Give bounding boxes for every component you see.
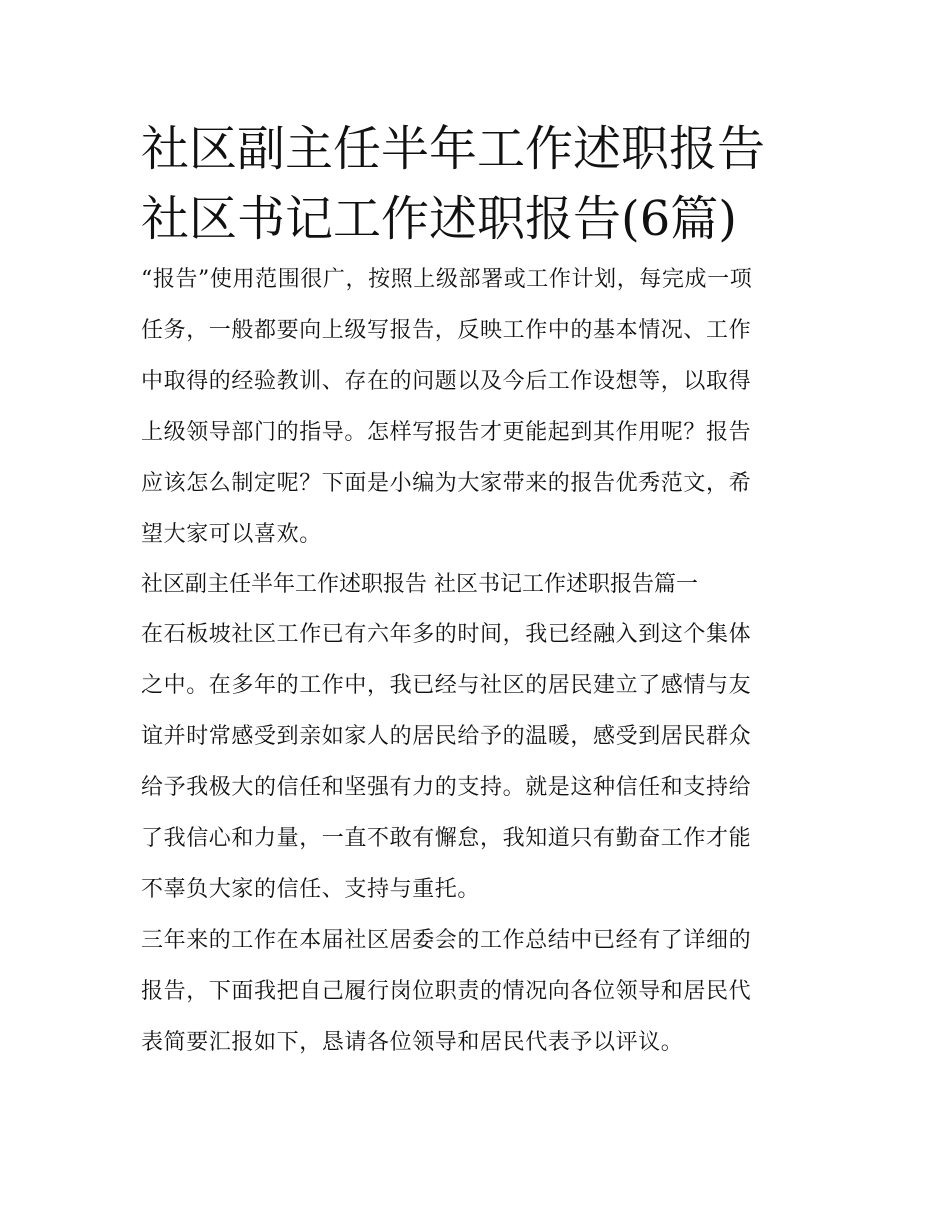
intro-line: “报告”使用范围很广，按照上级部署或工作计划，每完成一项 (141, 267, 753, 292)
title-line-2: 社区书记工作述职报告(6篇) (141, 191, 737, 247)
title-line-1: 社区副主任半年工作述职报告 (141, 121, 766, 177)
document-content (141, 114, 813, 1068)
paragraph-line: 谊并时常感受到亲如家人的居民给予的温暖，感受到居民群众 (141, 724, 752, 749)
paragraph-line: 不辜负大家的信任、支持与重托。 (141, 877, 481, 902)
intro-paragraph (141, 254, 813, 560)
paragraph-line: 报告，下面我把自己履行岗位职责的情况向各位领导和居民代 (141, 979, 752, 1004)
paragraph-line: 之中。在多年的工作中，我已经与社区的居民建立了感情与友 (141, 673, 752, 698)
body-paragraph-2 (141, 915, 813, 1068)
paragraph-line: 在石板坡社区工作已有六年多的时间，我已经融入到这个集体 (141, 622, 752, 647)
paragraph-line: 三年来的工作在本届社区居委会的工作总结中已经有了详细的 (141, 928, 752, 953)
intro-line: 望大家可以喜欢。 (141, 522, 322, 547)
intro-line: 任务，一般都要向上级写报告，反映工作中的基本情况、工作 (141, 318, 752, 343)
intro-line: 应该怎么制定呢？下面是小编为大家带来的报告优秀范文，希 (141, 471, 752, 496)
section-heading: 社区副主任半年工作述职报告 社区书记工作述职报告篇一 (141, 572, 698, 597)
paragraph-line: 表简要汇报如下，恳请各位领导和居民代表予以评议。 (141, 1030, 684, 1055)
paragraph-line: 了我信心和力量，一直不敢有懈怠，我知道只有勤奋工作才能 (141, 826, 752, 851)
intro-line: 中取得的经验教训、存在的问题以及今后工作设想等，以取得 (141, 369, 752, 394)
document-title (141, 114, 813, 254)
paragraph-line: 给予我极大的信任和坚强有力的支持。就是这种信任和支持给 (141, 775, 752, 800)
intro-line: 上级领导部门的指导。怎样写报告才更能起到其作用呢？报告 (141, 420, 752, 445)
body-paragraph-1 (141, 609, 813, 915)
